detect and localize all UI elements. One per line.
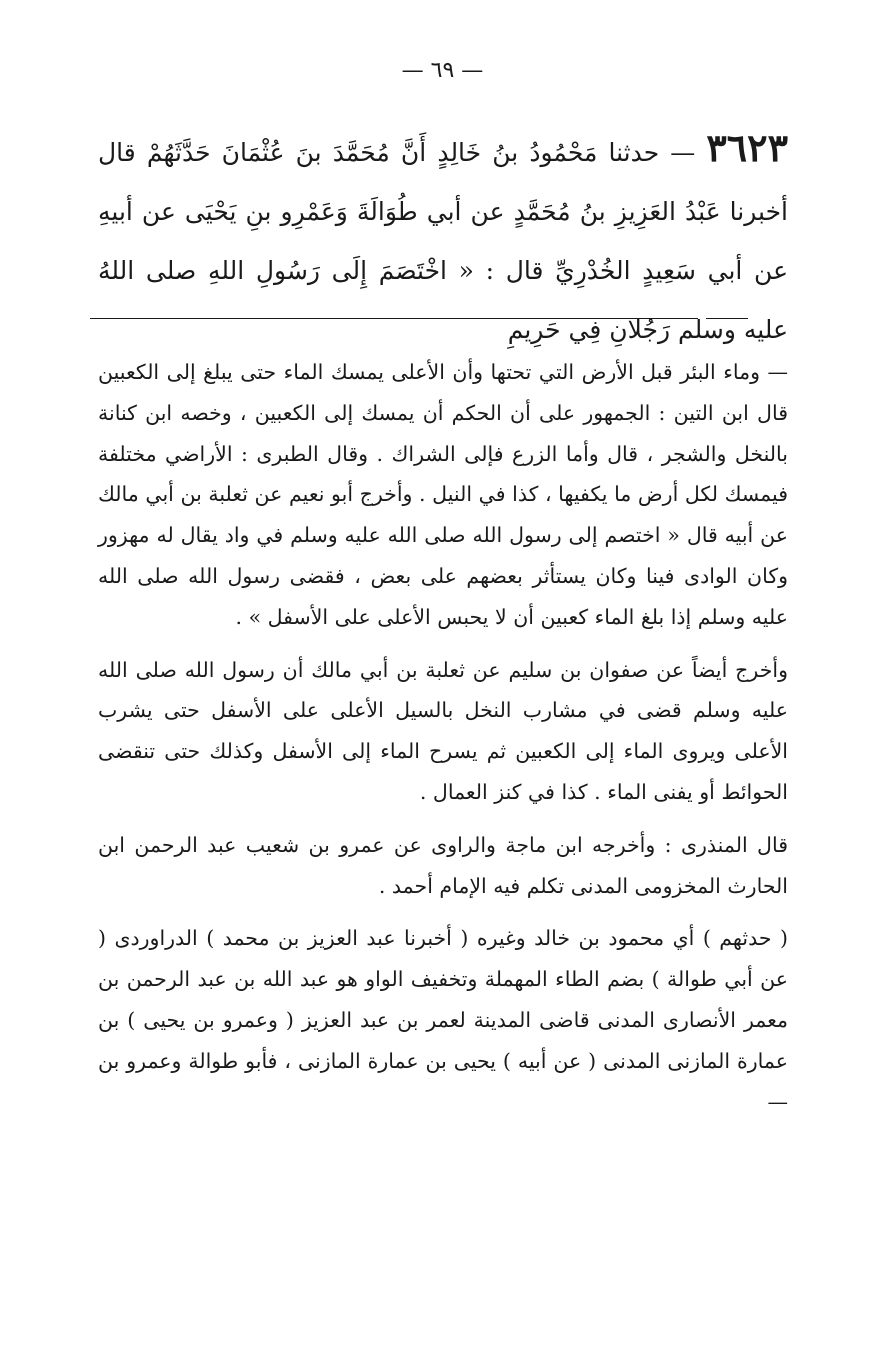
footnote-divider-short [706,318,748,319]
footnote-divider [90,318,698,319]
commentary-block [98,352,788,1122]
commentary-paragraph-1: — وماء البئر قبل الأرض التي تحتها وأن الأعلى يمسك الماء حتى يبلغ إلى الكعبين قال ابن التين : الجمهور على أن الحكم أن يمسك إلى الكعبين ، وخصه ابن كنانة بالنخل والشجر ، قال وأما الزرع فإلى الشراك . وقال الطبرى : الأراضي مختلفة فيمسك لكل أرض ما يكفيها ، كذا في النيل . وأخرج أبو نعيم عن ثعلبة بن أبي مالك عن أبيه قال « اختصم إلى رسول الله صلى الله عليه وسلم في واد يقال له مهزور وكان الوادى فينا وكان يستأثر بعضهم على بعض ، فقضى رسول الله صلى الله عليه وسلم إذا بلغ الماء كعبين أن لا يحبس الأعلى على الأسفل » . [98,360,788,629]
hadith-body: — حدثنا مَحْمُودُ بنُ خَالِدٍ أَنَّ مُحَمَّدَ بنَ عُثْمَانَ حَدَّثَهُمْ قال أخبرنا عَبْدُ العَزِيزِ بنُ مُحَمَّدٍ عن أبي طُوَالَةَ وَعَمْرِو بنِ يَحْيَى عن أبيهِ عن أبي سَعِيدٍ الخُدْرِيِّ قال : « اخْتَصَمَ إِلَى رَسُولِ اللهِ صلى اللهُ عليه وسلم رَجُلانِ فِي حَرِيمِ [98,138,788,344]
commentary-paragraph-2: وأخرج أيضاً عن صفوان بن سليم عن ثعلبة بن أبي مالك أن رسول الله صلى الله عليه وسلم قضى في مشارب النخل بالسيل الأعلى على الأسفل حتى يشرب الأعلى ويروى الماء إلى الكعبين ثم يسرح الماء إلى الأسفل وكذلك حتى تنقضى الحوائط أو يفنى الماء . كذا في كنز العمال . [98,657,788,804]
hadith-text-block [98,118,788,359]
commentary-paragraph-4: ( حدثهم ) أي محمود بن خالد وغيره ( أخبرنا عبد العزيز بن محمد ) الدراوردى ( عن أبي طوالة ) بضم الطاء المهملة وتخفيف الواو هو عبد الله بن عبد الرحمن بن معمر الأنصارى المدنى قاضى المدينة لعمر بن عبد العزيز ( وعمرو بن يحيى ) بن عمارة المازنى المدنى ( عن أبيه ) يحيى بن عمارة المازنى ، فأبو طوالة وعمرو بن — [98,926,788,1114]
commentary-paragraph-3: قال المنذرى : وأخرجه ابن ماجة والراوى عن عمرو بن شعيب عبد الرحمن ابن الحارث المخزومى المدنى تكلم فيه الإمام أحمد . [98,832,788,898]
page-number: — ٦٩ — [401,58,484,83]
hadith-number: ٣٦٢٣ [706,125,788,170]
